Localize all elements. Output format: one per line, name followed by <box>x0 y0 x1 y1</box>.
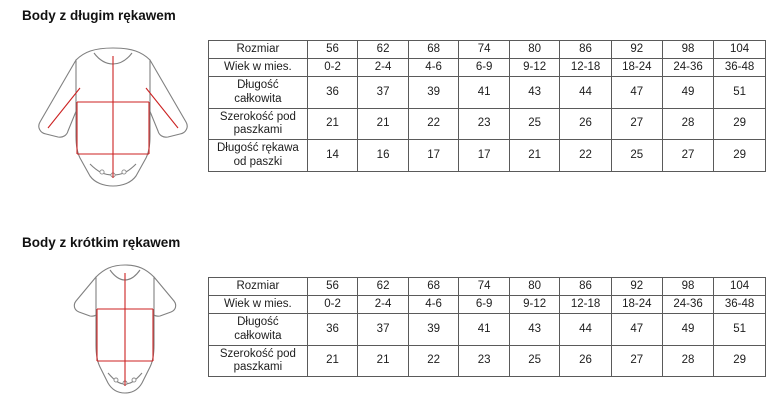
table-row <box>209 296 766 314</box>
table-cell: 27 <box>662 140 713 171</box>
table-header-cell: 86 <box>560 278 611 296</box>
table-header-cell: 62 <box>358 278 409 296</box>
table-cell: 28 <box>662 345 713 376</box>
table-row-label: Długość rękawa od paszki <box>209 140 308 171</box>
table-cell: 43 <box>509 77 560 108</box>
table-row-label: Długość całkowita <box>209 77 308 108</box>
table-cell: 17 <box>408 140 459 171</box>
table-cell: 0-2 <box>307 296 358 314</box>
table-cell: 36-48 <box>714 296 766 314</box>
table-cell: 6-9 <box>459 59 510 77</box>
long-sleeve-bodysuit-diagram <box>18 26 208 206</box>
table-cell: 43 <box>509 314 560 345</box>
table-row <box>209 41 766 59</box>
table-header-cell: 98 <box>662 41 713 59</box>
table-row <box>209 345 766 376</box>
table-header-cell: 62 <box>358 41 409 59</box>
table-header-cell: 56 <box>307 41 358 59</box>
table-row-label: Szerokość pod paszkami <box>209 108 308 139</box>
table-cell: 2-4 <box>358 296 409 314</box>
table-cell: 36 <box>307 314 358 345</box>
table-cell: 41 <box>459 314 510 345</box>
table-cell: 21 <box>307 345 358 376</box>
table-cell: 36 <box>307 77 358 108</box>
table-row-label: Wiek w mies. <box>209 296 308 314</box>
section-title-long-sleeve: Body z długim rękawem <box>22 8 176 23</box>
table-cell: 21 <box>358 345 409 376</box>
size-table-short-sleeve <box>208 277 766 377</box>
table-header-cell: 74 <box>459 278 510 296</box>
table-header-cell: 74 <box>459 41 510 59</box>
table-cell: 25 <box>509 108 560 139</box>
table-cell: 9-12 <box>509 296 560 314</box>
table-cell: 21 <box>358 108 409 139</box>
table-row <box>209 278 766 296</box>
table-header-cell: 56 <box>307 278 358 296</box>
table-cell: 12-18 <box>560 59 611 77</box>
table-row <box>209 108 766 139</box>
table-cell: 41 <box>459 77 510 108</box>
table-cell: 29 <box>714 140 766 171</box>
table-header-cell: 92 <box>611 41 662 59</box>
table-cell: 51 <box>714 77 766 108</box>
table-cell: 23 <box>459 345 510 376</box>
table-cell: 26 <box>560 108 611 139</box>
table-row-label: Wiek w mies. <box>209 59 308 77</box>
table-header-cell: 68 <box>408 41 459 59</box>
table-cell: 36-48 <box>714 59 766 77</box>
table-cell: 29 <box>714 108 766 139</box>
table-cell: 47 <box>611 314 662 345</box>
table-row <box>209 140 766 171</box>
table-cell: 18-24 <box>611 296 662 314</box>
table-row <box>209 59 766 77</box>
table-cell: 18-24 <box>611 59 662 77</box>
table-cell: 44 <box>560 77 611 108</box>
table-cell: 2-4 <box>358 59 409 77</box>
table-cell: 23 <box>459 108 510 139</box>
table-cell: 24-36 <box>662 59 713 77</box>
table-cell: 27 <box>611 345 662 376</box>
table-row <box>209 314 766 345</box>
table-cell: 39 <box>408 314 459 345</box>
table-cell: 6-9 <box>459 296 510 314</box>
table-cell: 21 <box>307 108 358 139</box>
table-cell: 49 <box>662 77 713 108</box>
table-cell: 21 <box>509 140 560 171</box>
table-cell: 26 <box>560 345 611 376</box>
table-cell: 22 <box>560 140 611 171</box>
table-cell: 49 <box>662 314 713 345</box>
table-cell: 17 <box>459 140 510 171</box>
table-cell: 25 <box>509 345 560 376</box>
table-cell: 16 <box>358 140 409 171</box>
table-header-cell: 86 <box>560 41 611 59</box>
table-cell: 4-6 <box>408 296 459 314</box>
table-cell: 14 <box>307 140 358 171</box>
table-cell: 28 <box>662 108 713 139</box>
table-cell: 44 <box>560 314 611 345</box>
table-header-cell: 104 <box>714 278 766 296</box>
table-header-cell: Rozmiar <box>209 41 308 59</box>
table-cell: 22 <box>408 108 459 139</box>
table-header-cell: Rozmiar <box>209 278 308 296</box>
table-cell: 9-12 <box>509 59 560 77</box>
table-cell: 37 <box>358 77 409 108</box>
table-cell: 25 <box>611 140 662 171</box>
table-row-label: Szerokość pod paszkami <box>209 345 308 376</box>
table-row-label: Długość całkowita <box>209 314 308 345</box>
table-cell: 51 <box>714 314 766 345</box>
section-title-short-sleeve: Body z krótkim rękawem <box>22 235 181 250</box>
table-cell: 27 <box>611 108 662 139</box>
table-header-cell: 68 <box>408 278 459 296</box>
table-header-cell: 80 <box>509 278 560 296</box>
table-header-cell: 98 <box>662 278 713 296</box>
table-header-cell: 92 <box>611 278 662 296</box>
table-cell: 22 <box>408 345 459 376</box>
table-row <box>209 77 766 108</box>
table-cell: 39 <box>408 77 459 108</box>
table-cell: 12-18 <box>560 296 611 314</box>
table-header-cell: 104 <box>714 41 766 59</box>
table-cell: 37 <box>358 314 409 345</box>
table-cell: 24-36 <box>662 296 713 314</box>
table-header-cell: 80 <box>509 41 560 59</box>
size-table-long-sleeve <box>208 40 766 172</box>
table-cell: 47 <box>611 77 662 108</box>
table-cell: 4-6 <box>408 59 459 77</box>
short-sleeve-bodysuit-diagram <box>60 257 190 407</box>
table-cell: 29 <box>714 345 766 376</box>
section-short-sleeve <box>0 225 766 420</box>
table-cell: 0-2 <box>307 59 358 77</box>
